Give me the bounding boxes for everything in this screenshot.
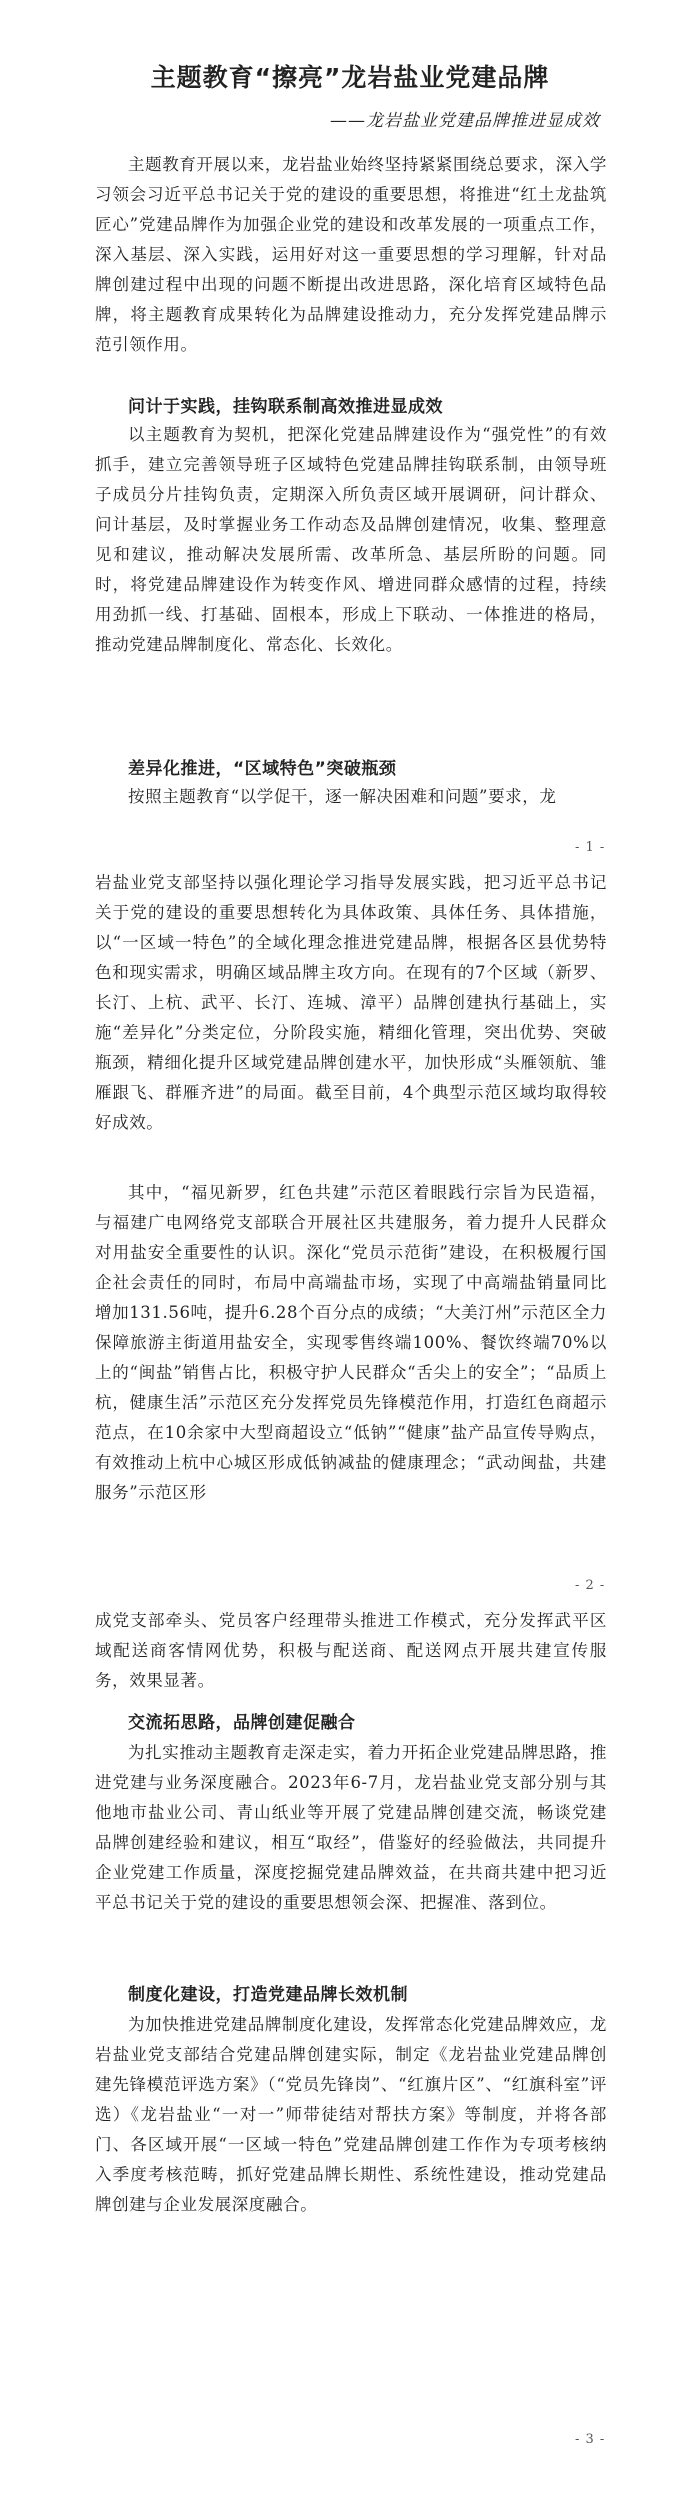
intro-paragraph: 主题教育开展以来，龙岩盐业始终坚持紧紧围绕总要求，深入学习领会习近平总书记关于党的建设的重要思想，将推进“红土龙盐筑匠心”党建品牌作为加强企业党的建设和改革发展的一项重点工作，深入基层、深入实践，运用好对这一重要思想的学习理解，针对品牌创建过程中出现的问题不断提出改进思路，深化培育区域特色品牌，将主题教育成果转化为品牌建设推动力，充分发挥党建品牌示范引领作用。 xyxy=(95,155,607,354)
section-heading-4: 制度化建设，打造党建品牌长效机制 xyxy=(128,1985,408,2005)
section-2-paragraph-start: 按照主题教育“以学促干，逐一解决困难和问题”要求，龙 xyxy=(128,787,557,806)
section-heading-2: 差异化推进，“区域特色”突破瓶颈 xyxy=(128,759,397,779)
section-1-paragraph: 以主题教育为契机，把深化党建品牌建设作为“强党性”的有效抓手，建立完善领导班子区域特色党建品牌挂钩联系制，由领导班子成员分片挂钩负责，定期深入所负责区域开展调研，问计群众、问计基层，及时掌握业务工作动态及品牌创建情况，收集、整理意见和建议，推动解决发展所需、改革所急、基层所盼的问题。同时，将党建品牌建设作为转变作风、增进同群众感情的过程，持续用劲抓一线、打基础、固根本，形成上下联动、一体推进的格局，推动党建品牌制度化、常态化、长效化。 xyxy=(95,425,607,654)
document-subtitle: ——龙岩盐业党建品牌推进显成效 xyxy=(330,111,600,131)
page-number-3: - 3 - xyxy=(575,2432,606,2447)
section-2-paragraph-examples: 其中，“福见新罗，红色共建”示范区着眼践行宗旨为民造福，与福建广电网络党支部联合开展社区共建服务，着力提升人民群众对用盐安全重要性的认识。深化“党员示范街”建设，在积极履行国企社会责任的同时，布局中高端盐市场，实现了中高端盐销量同比增加131.56吨，提升6.28个百分点的成绩；“大美汀州”示范区全力保障旅游主街道用盐安全，实现零售终端100%、餐饮终端70%以上的“闽盐”销售占比，积极守护人民群众“舌尖上的安全”；“品质上杭，健康生活”示范区充分发挥党员先锋模范作用，打造红色商超示范点，在10余家中大型商超设立“低钠”“健康”盐产品宣传导购点，有效推动上杭中心城区形成低钠减盐的健康理念；“武动闽盐，共建服务”示范区形 xyxy=(95,1183,607,1502)
section-heading-1: 问计于实践，挂钩联系制高效推进显成效 xyxy=(128,397,443,417)
section-3-paragraph: 为扎实推动主题教育走深走实，着力开拓企业党建品牌思路，推进党建与业务深度融合。2023年6-7月，龙岩盐业党支部分别与其他地市盐业公司、青山纸业等开展了党建品牌创建交流，畅谈党建品牌创建经验和建议，相互“取经”，借鉴好的经验做法，共同提升企业党建工作质量，深度挖掘党建品牌效益，在共商共建中把习近平总书记关于党的建设的重要思想领会深、把握准、落到位。 xyxy=(95,1743,607,1912)
section-4-paragraph: 为加快推进党建品牌制度化建设，发挥常态化党建品牌效应，龙岩盐业党支部结合党建品牌创建实际，制定《龙岩盐业党建品牌创建先锋模范评选方案》（“党员先锋岗”、“红旗片区”、“红旗科室”评选）《龙岩盐业“一对一”师带徒结对帮扶方案》等制度，并将各部门、各区域开展“一区域一特色”党建品牌创建工作作为专项考核纳入季度考核范畴，抓好党建品牌长期性、系统性建设，推动党建品牌创建与企业发展深度融合。 xyxy=(95,2015,607,2214)
page-number-2: - 2 - xyxy=(575,1578,606,1593)
section-2-paragraph-examples-cont: 成党支部牵头、党员客户经理带头推进工作模式，充分发挥武平区域配送商客情网优势，积极与配送商、配送网点开展共建宣传服务，效果显著。 xyxy=(95,1611,607,1690)
page-number-1: - 1 - xyxy=(575,840,606,855)
section-2-paragraph-cont: 岩盐业党支部坚持以强化理论学习指导发展实践，把习近平总书记关于党的建设的重要思想转化为具体政策、具体任务、具体措施，以“一区域一特色”的全域化理念推进党建品牌，根据各区县优势特色和现实需求，明确区域品牌主攻方向。在现有的7个区域（新罗、长汀、上杭、武平、长汀、连城、漳平）品牌创建执行基础上，实施“差异化”分类定位，分阶段实施，精细化管理，突出优势、突破瓶颈，精细化提升区域党建品牌创建水平，加快形成“头雁领航、雏雁跟飞、群雁齐进”的局面。截至目前，4个典型示范区域均取得较好成效。 xyxy=(95,873,607,1132)
document-title: 主题教育“擦亮”龙岩盐业党建品牌 xyxy=(150,63,550,92)
section-heading-3: 交流拓思路，品牌创建促融合 xyxy=(128,1713,356,1733)
